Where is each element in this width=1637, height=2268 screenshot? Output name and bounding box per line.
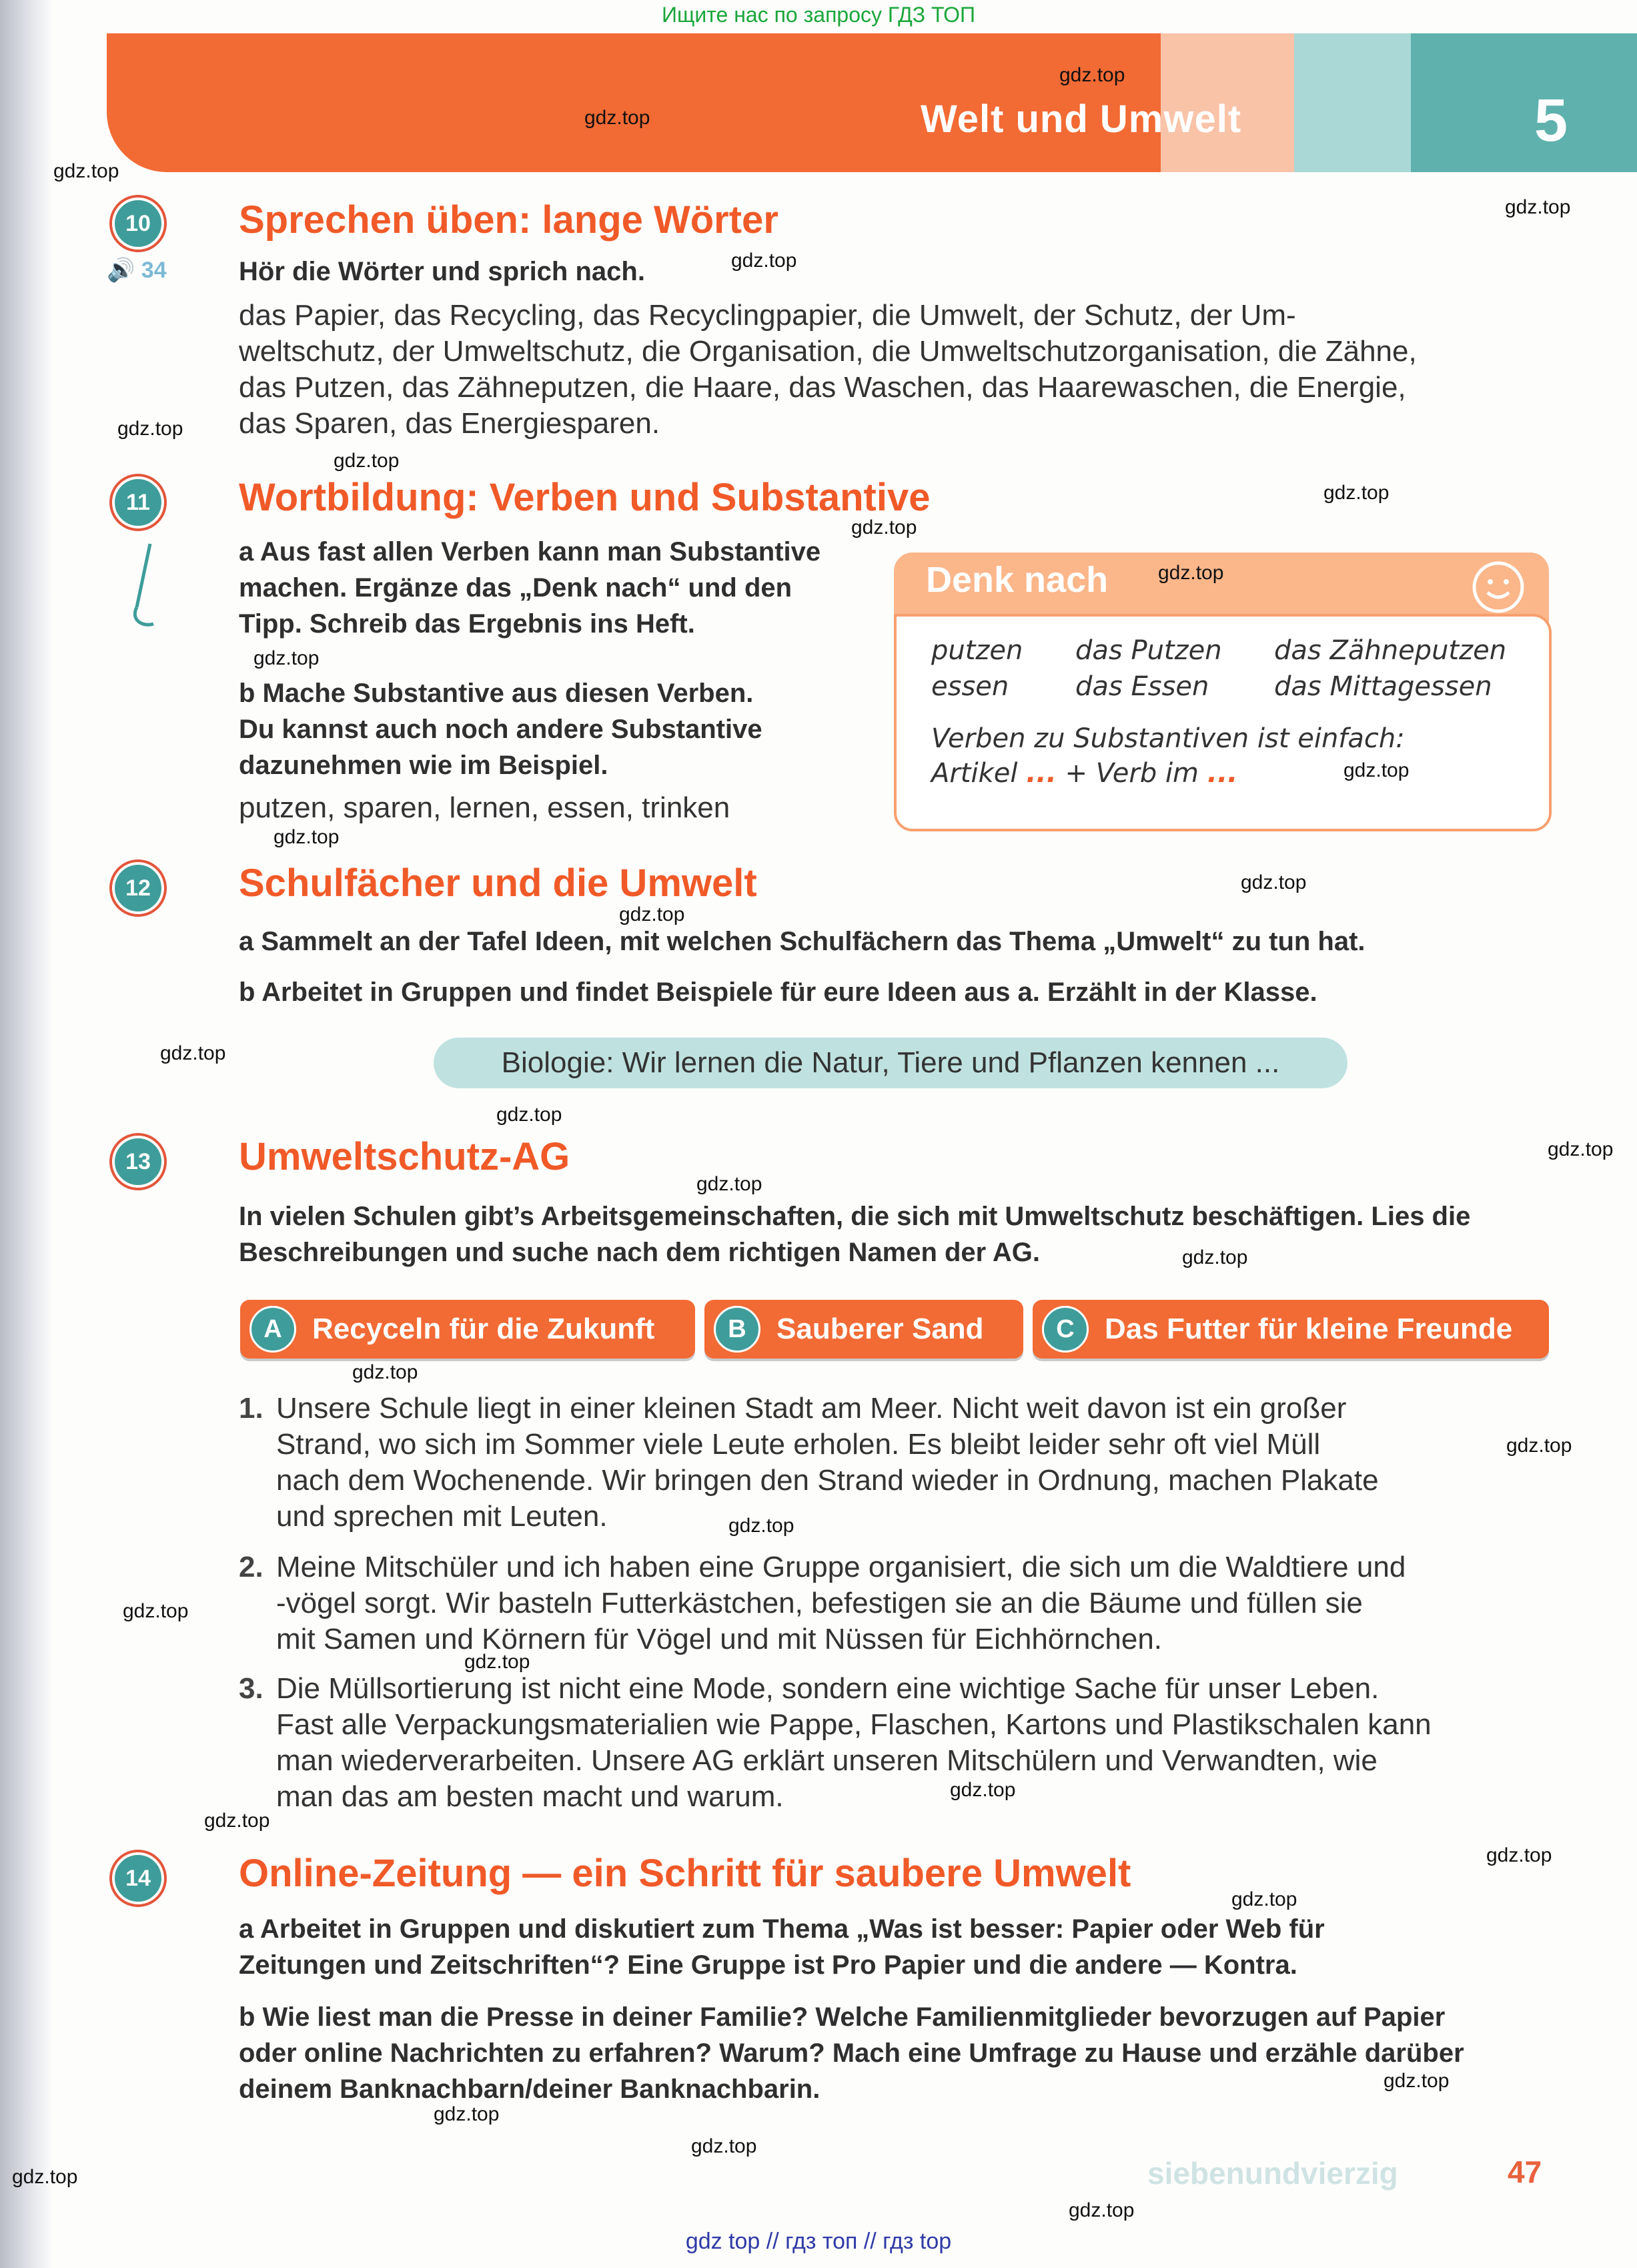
hw-noun: das Putzen: [1075, 635, 1222, 666]
watermark: gdz.top: [496, 1104, 562, 1126]
ag-label: Recyceln für die Zukunft: [312, 1312, 655, 1345]
text-line: Die Müllsortierung ist nicht eine Mode, sondern eine wichtige Sache für unser Leben.: [276, 1672, 1380, 1705]
ag-option-b[interactable]: [704, 1300, 1023, 1359]
ag-description-1: [239, 1391, 1553, 1535]
text-line: In vielen Schulen gibt’s Arbeitsgemeinschaften, die sich mit Umweltschutz beschäftigen. Lies die: [239, 1202, 1471, 1231]
text-line: Fast alle Verpackungsmaterialien wie Pappe, Flaschen, Kartons und Plastikschalen kann: [276, 1708, 1432, 1741]
watermark: gdz.top: [1506, 1435, 1572, 1457]
watermark: gdz.top: [464, 1651, 530, 1673]
text-line: Zeitungen und Zeitschriften“? Eine Gruppe ist Pro Papier und die andere — Kontra.: [239, 1950, 1297, 1980]
text-line: -vögel sorgt. Wir basteln Futterkästchen, befestigen sie an die Bäume und füllen sie: [276, 1587, 1363, 1619]
watermark: gdz.top: [1548, 1138, 1614, 1160]
text-line: mit Samen und Körnern für Vögel und mit Nüssen für Eichhörnchen.: [276, 1623, 1163, 1655]
chapter-number: 5: [1534, 87, 1568, 154]
task-title: Schulfächer und die Umwelt: [239, 861, 757, 905]
watermark: gdz.top: [1343, 759, 1410, 781]
rule-formula: [931, 758, 1237, 789]
watermark: gdz.top: [584, 107, 650, 129]
header-teal-block: [1411, 33, 1637, 172]
task-title: Sprechen üben: lange Wörter: [239, 198, 778, 242]
text-line: machen. Ergänze das „Denk nach“ und den: [239, 573, 792, 603]
text-line: und sprechen mit Leuten.: [276, 1500, 608, 1533]
text-line: oder online Nachrichten zu erfahren? Warum? Mach eine Umfrage zu Hause und erzähle darüber: [239, 2038, 1464, 2068]
watermark: gdz.top: [1384, 2070, 1450, 2092]
watermark: gdz.top: [352, 1361, 418, 1383]
watermark: gdz.top: [950, 1779, 1016, 1801]
task-part-a: [239, 1911, 1325, 1983]
hw-noun: das Essen: [1075, 671, 1209, 702]
task-title: Wortbildung: Verben und Substantive: [239, 476, 931, 519]
hw-verb: essen: [931, 671, 1009, 702]
smiley-icon: [1470, 559, 1526, 615]
watermark: gdz.top: [728, 1515, 794, 1537]
watermark: gdz.top: [1323, 482, 1390, 504]
watermark: gdz.top: [619, 903, 685, 925]
watermark: gdz.top: [334, 450, 400, 472]
rule-part: + Verb im: [1065, 758, 1199, 789]
watermark: gdz.top: [1241, 871, 1307, 893]
blank-dots: ...: [1026, 758, 1057, 789]
hw-compound: das Mittagessen: [1274, 671, 1492, 702]
audio-track[interactable]: [107, 257, 167, 284]
text-line: man das am besten macht und warum.: [276, 1780, 784, 1813]
watermark: gdz.top: [1486, 1844, 1552, 1866]
text-line: Unsere Schule liegt in einer kleinen Stadt am Meer. Nicht weit davon ist ein großer: [276, 1392, 1347, 1425]
text-line: a Arbeitet in Gruppen und diskutiert zum Thema „Was ist besser: Papier oder Web für: [239, 1914, 1325, 1944]
text-line: dazunehmen wie im Beispiel.: [239, 751, 608, 780]
header-teal-stripe: [1294, 33, 1411, 172]
denk-nach-title: Denk nach: [926, 560, 1109, 600]
page-number: 47: [1508, 2155, 1542, 2189]
verb-list: putzen, sparen, lernen, essen, trinken: [239, 791, 730, 824]
rule-part: Artikel: [931, 758, 1018, 789]
text-line: b Wie liest man die Presse in deiner Familie? Welche Familienmitglieder bevorzugen auf Papier: [239, 2002, 1446, 2032]
rule-line: Verben zu Substantiven ist einfach:: [931, 723, 1405, 754]
task-part-a: [239, 534, 821, 642]
text-line: Tipp. Schreib das Ergebnis ins Heft.: [239, 609, 695, 639]
text-line: Meine Mitschüler und ich haben eine Gruppe organisiert, die sich um die Waldtiere und: [276, 1551, 1406, 1583]
watermark: gdz.top: [12, 2166, 78, 2188]
watermark: gdz.top: [253, 647, 320, 669]
task-instruction: [239, 1198, 1470, 1270]
text-line: man wiederverarbeiten. Unsere AG erklärt unseren Mitschülern und Verwandten, wie: [276, 1744, 1378, 1777]
task-part-b: [239, 675, 762, 783]
blank-dots: ...: [1207, 758, 1238, 789]
text-line: das Putzen, das Zähneputzen, die Haare, das Waschen, das Haarewaschen, die Energie,: [239, 371, 1406, 404]
text-line: das Sparen, das Energiesparen.: [239, 407, 660, 440]
watermark: gdz.top: [731, 250, 797, 272]
watermark: gdz.top: [53, 160, 119, 182]
list-number: 3.: [239, 1672, 263, 1705]
text-line: b Mache Substantive aus diesen Verben.: [239, 679, 754, 708]
watermark: gdz.top: [1182, 1246, 1248, 1268]
task-number-badge: 13: [112, 1136, 164, 1188]
text-line: Beschreibungen und suche nach dem richtigen Namen der AG.: [239, 1238, 1040, 1267]
example-pill: Biologie: Wir lernen die Natur, Tiere und Pflanzen kennen ...: [434, 1038, 1347, 1088]
task-title: Umweltschutz-AG: [239, 1135, 570, 1178]
hw-compound: das Zähneputzen: [1274, 635, 1507, 666]
watermark: gdz.top: [204, 1810, 270, 1832]
text-line: das Papier, das Recycling, das Recyclingpapier, die Umwelt, der Schutz, der Um-: [239, 299, 1296, 332]
ag-description-3: [239, 1671, 1553, 1815]
task-title: Online-Zeitung — ein Schritt für saubere Umwelt: [239, 1852, 1131, 1895]
text-line: weltschutz, der Umweltschutz, die Organisation, die Umweltschutzorganisation, die Zähne,: [239, 335, 1417, 368]
watermark: gdz.top: [691, 2135, 757, 2157]
text-line: nach dem Wochenende. Wir bringen den Strand wieder in Ordnung, machen Plakate: [276, 1464, 1379, 1497]
word-list: [239, 298, 1553, 442]
speaker-icon: 🔊: [107, 258, 135, 283]
watermark: gdz.top: [1158, 562, 1224, 584]
top-note[interactable]: Ищите нас по запросу ГДЗ ТОП: [662, 3, 975, 27]
task-number-badge: 11: [112, 476, 164, 528]
watermark: gdz.top: [160, 1042, 226, 1064]
book-spine-shadow: [0, 0, 53, 2268]
text-line: Strand, wo sich im Sommer viele Leute erholen. Es bleibt leider sehr oft viel Müll: [276, 1428, 1321, 1461]
list-number: 2.: [239, 1551, 263, 1583]
text-line: Du kannst auch noch andere Substantive: [239, 715, 762, 744]
watermark: gdz.top: [1505, 196, 1571, 218]
task-number-badge: 10: [112, 198, 164, 250]
ag-option-a[interactable]: [240, 1300, 695, 1359]
task-part-b: [239, 1999, 1464, 2107]
ag-letter-badge: A: [249, 1306, 296, 1353]
ag-letter-badge: B: [714, 1306, 760, 1353]
watermark: gdz.top: [434, 2103, 500, 2125]
watermark: gdz.top: [117, 418, 183, 440]
ag-letter-badge: C: [1042, 1306, 1089, 1353]
ag-option-c[interactable]: [1033, 1300, 1549, 1359]
watermark: gdz.top: [274, 826, 340, 848]
task-part-b: b Arbeitet in Gruppen und findet Beispiele für eure Ideen aus a. Erzählt in der Klasse.: [239, 978, 1317, 1007]
watermark: gdz.top: [1069, 2199, 1135, 2221]
watermark: gdz.top: [1059, 64, 1125, 86]
task-number-badge: 14: [112, 1852, 164, 1904]
watermark: gdz.top: [1231, 1888, 1297, 1910]
pen-icon: [123, 540, 163, 634]
ag-label: Sauberer Sand: [776, 1312, 984, 1345]
bottom-note[interactable]: gdz top // гдз топ // гдз top: [685, 2229, 952, 2254]
hw-verb: putzen: [931, 635, 1023, 666]
task-part-a: a Sammelt an der Tafel Ideen, mit welchen Schulfächern das Thema „Umwelt“ zu tun hat.: [239, 927, 1366, 956]
text-line: deinem Banknachbarn/deiner Banknachbarin.: [239, 2074, 821, 2104]
watermark: gdz.top: [123, 1600, 189, 1622]
ag-label: Das Futter für kleine Freunde: [1105, 1312, 1513, 1345]
chapter-title: Welt und Umwelt: [921, 97, 1242, 141]
text-line: a Aus fast allen Verben kann man Substantive: [239, 537, 821, 566]
list-number: 1.: [239, 1392, 263, 1425]
watermark: gdz.top: [851, 516, 917, 538]
watermark: gdz.top: [696, 1173, 762, 1195]
task-number-badge: 12: [112, 862, 164, 914]
page-number-word: siebenundvierzig: [1147, 2156, 1398, 2191]
ag-description-2: [239, 1549, 1553, 1657]
task-instruction: Hör die Wörter und sprich nach.: [239, 257, 645, 286]
audio-track-number: 34: [141, 258, 167, 283]
